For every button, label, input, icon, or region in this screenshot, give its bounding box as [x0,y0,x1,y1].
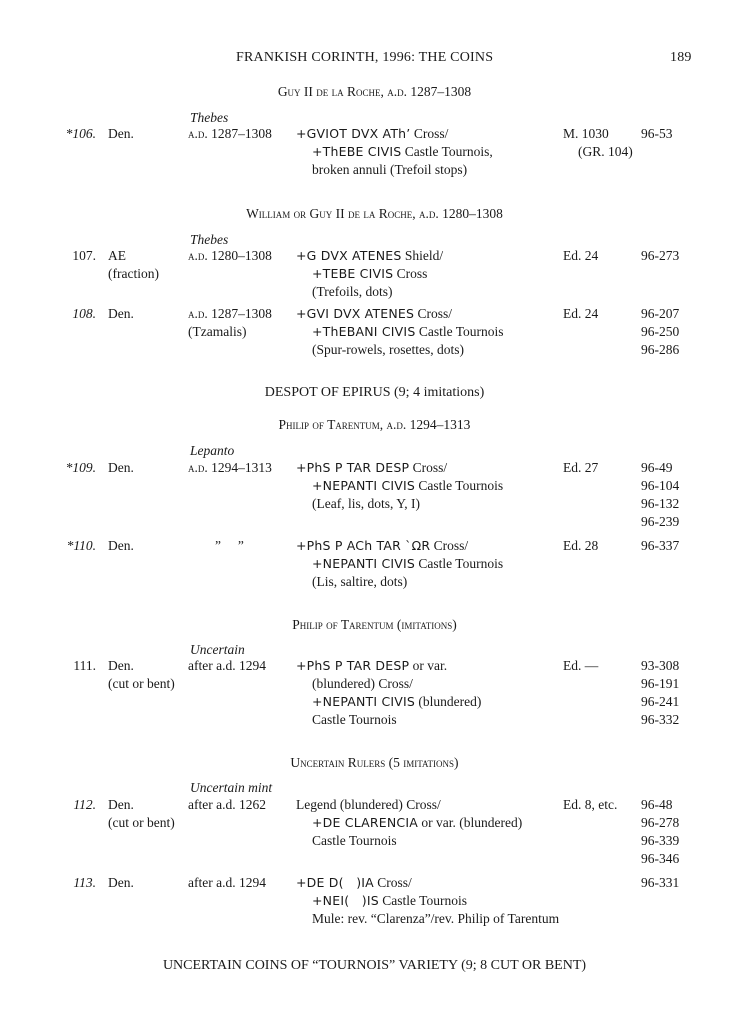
obverse-type: Cross/ [377,875,412,890]
reverse-type: Castle Tournois [312,712,397,727]
reverse-line [312,815,522,831]
inventory-number: 96-337 [641,538,680,553]
inventory-number: 96-53 [641,126,673,141]
obverse-type: Cross/ [412,460,448,475]
denomination: Den. [108,875,134,890]
reference: Ed. 24 [563,248,599,263]
catalogue-number: 107. [72,248,96,263]
obverse-legend: +DE D( )IA [296,875,374,890]
reverse-note: or var. (blundered) [421,815,523,830]
reverse-legend: +NEI( )IS [312,893,379,908]
description-note: (Leaf, lis, dots, Y, I) [312,496,420,511]
obverse-line [296,248,443,264]
mint-label: Uncertain [190,642,245,657]
inventory-number: 96-250 [641,324,680,339]
catalogue-number: 111. [73,658,96,673]
reference: Ed. 27 [563,460,599,475]
inventory-number: 96-48 [641,797,673,812]
mint-label: Thebes [190,232,229,247]
denomination: AE [108,248,126,263]
denomination-note: (fraction) [108,266,159,281]
reverse-legend: +NEPANTI CIVIS [312,478,416,493]
obverse-legend: +PhS P TAR DESP [296,658,410,673]
reverse-legend: +ThEBE CIVIS [312,144,402,159]
reference-note: (GR. 104) [578,144,633,159]
date: after a.d. 1294 [188,658,266,673]
obverse-type: Cross/ [417,306,453,321]
section-heading-uncertain-tournois: UNCERTAIN COINS OF “TOURNOIS” VARIETY (9; 8 CUT OR BENT) [162,958,587,973]
obverse-line [296,875,412,891]
description-note: Mule: rev. “Clarenza”/rev. Philip of Tarentum [312,911,560,926]
inventory-number: 96-286 [641,342,680,357]
section-heading-philip-of-tarentum: Philip of Tarentum, a.d. 1294–1313 [278,417,471,432]
obverse-legend: +GVIOT DVX ATh’ [296,126,411,141]
catalogue-number: *106. [65,126,96,141]
description-note: broken annuli (Trefoil stops) [312,162,468,177]
running-head-title: FRANKISH CORINTH, 1996: THE COINS [236,50,494,65]
obverse-type: Shield/ [404,248,444,263]
reference: Ed. 28 [563,538,599,553]
obverse-legend: +GVI DVX ATENES [296,306,415,321]
reverse-type: Castle Tournois, [404,144,493,159]
reverse-line [312,324,504,340]
reverse-legend: +TEBE CIVIS [312,266,394,281]
section-heading-philip-imitations: Philip of Tarentum (imitations) [292,617,457,632]
description-note: (Trefoils, dots) [312,284,393,299]
inventory-number: 96-332 [641,712,680,727]
reverse-line [312,266,427,282]
section-heading-guy-ii: Guy II de la Roche, a.d. 1287–1308 [277,84,472,99]
reference: Ed. 8, etc. [563,797,618,812]
reverse-legend: +NEPANTI CIVIS [312,694,416,709]
date: a.d. 1280–1308 [188,248,272,263]
section-heading-despot-of-epirus: DESPOT OF EPIRUS (9; 4 imitations) [264,385,485,400]
inventory-number: 96-191 [641,676,680,691]
reverse-line [312,694,481,710]
obverse-type: or var. [412,658,448,673]
reverse-type: Castle Tournois [418,478,504,493]
reverse-type: Castle Tournois [312,833,397,848]
inventory-number: 96-104 [641,478,680,493]
section-heading-uncertain-rulers: Uncertain Rulers (5 imitations) [290,755,459,770]
obverse-legend: +PhS P TAR DESP [296,460,410,475]
inventory-number: 96-273 [641,248,680,263]
obverse-type: Cross/ [433,538,469,553]
reverse-type: Castle Tournois [418,324,504,339]
reverse-note: (blundered) [418,694,482,709]
reverse-line [312,893,467,909]
catalogue-number: 113. [73,875,96,890]
inventory-number: 96-132 [641,496,680,511]
reverse-line [312,478,503,494]
denomination-note: (cut or bent) [108,815,175,830]
reverse-legend: +NEPANTI CIVIS [312,556,416,571]
obverse-type-note: (blundered) Cross/ [312,676,413,691]
reverse-line [312,144,493,160]
date: after a.d. 1262 [188,797,266,812]
inventory-number: 96-331 [641,875,680,890]
denomination: Den. [108,306,134,321]
date: a.d. 1287–1308 [188,126,272,141]
ditto-marks: ” ” [215,538,244,553]
inventory-number: 96-239 [641,514,680,529]
inventory-number: 96-346 [641,851,680,866]
reference: M. 1030 [563,126,609,141]
obverse-legend: +PhS P ACh TAR `ΩR [296,538,431,553]
inventory-number: 96-278 [641,815,680,830]
page-number: 189 [670,50,692,65]
date: a.d. 1287–1308 [188,306,272,321]
date: after a.d. 1294 [188,875,266,890]
catalogue-number: *109. [65,460,96,475]
mint-label: Lepanto [190,443,235,458]
description-note: (Lis, saltire, dots) [312,574,408,589]
obverse-line [296,126,448,142]
catalogue-number: *110. [66,538,96,553]
inventory-number: 96-49 [641,460,673,475]
reverse-type: Cross [396,266,428,281]
reverse-line [312,556,503,572]
obverse-line [296,306,452,322]
catalogue-number: 112. [73,797,96,812]
obverse-line [296,460,447,476]
reverse-type: Castle Tournois [418,556,504,571]
date-note: (Tzamalis) [188,324,247,339]
inventory-number: 96-241 [641,694,680,709]
inventory-number: 96-339 [641,833,680,848]
denomination: Den. [108,126,134,141]
reverse-legend: +DE CLARENCIA [312,815,418,830]
obverse-line [296,658,447,674]
date: a.d. 1294–1313 [188,460,272,475]
denomination: Den. [108,797,134,812]
catalogue-number: 108. [72,306,96,321]
inventory-number: 96-207 [641,306,680,321]
denomination: Den. [108,538,134,553]
denomination-note: (cut or bent) [108,676,175,691]
obverse-line [296,538,468,554]
denomination: Den. [108,658,134,673]
denomination: Den. [108,460,134,475]
obverse-legend: +G DVX ATENES [296,248,402,263]
mint-label: Thebes [190,110,229,125]
obverse-type: Legend (blundered) Cross/ [296,797,441,812]
reference: Ed. 24 [563,306,599,321]
obverse-type: Cross/ [413,126,449,141]
section-heading-william-or-guy: William or Guy II de la Roche, a.d. 1280–1308 [246,206,503,221]
reverse-legend: +ThEBANI CIVIS [312,324,416,339]
description-note: (Spur-rowels, rosettes, dots) [312,342,464,357]
reference: Ed. — [563,658,599,673]
reverse-type: Castle Tournois [382,893,467,908]
mint-label: Uncertain mint [190,780,273,795]
inventory-number: 93-308 [641,658,680,673]
